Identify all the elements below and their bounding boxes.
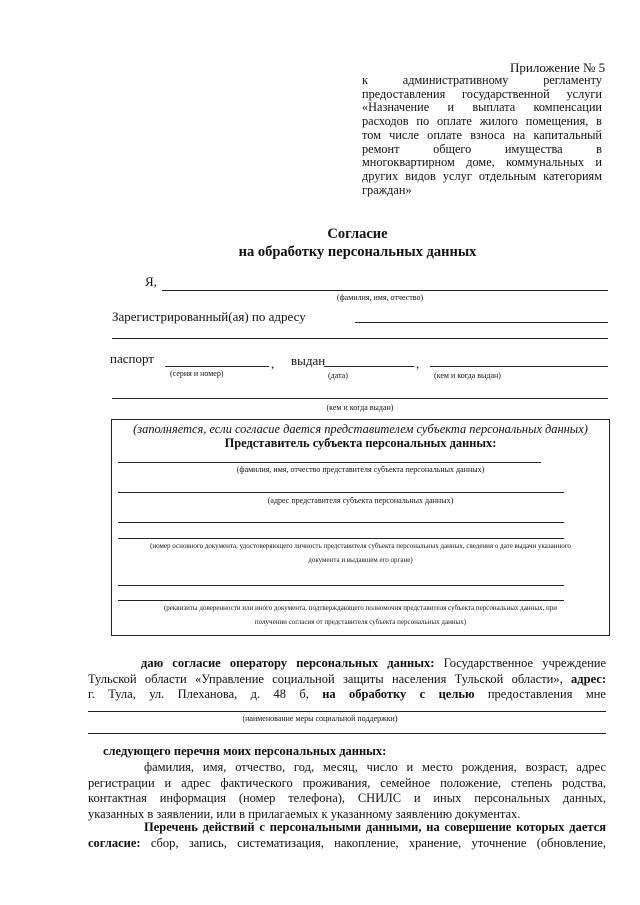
actions-line bbox=[88, 836, 606, 852]
consent-line bbox=[88, 687, 606, 703]
data-list-text bbox=[88, 760, 606, 822]
actions-paragraph bbox=[88, 820, 606, 851]
rep-heading: Представитель субъекта персональных данных: bbox=[224, 436, 497, 450]
passport-issuer-line[interactable] bbox=[430, 366, 608, 367]
measure-line[interactable] bbox=[88, 711, 606, 712]
series-caption: (серия и номер) bbox=[170, 369, 224, 378]
consent-text: г. Тула, ул. Плеханова, д. 48 б, bbox=[88, 687, 309, 701]
appendix-line: предоставления государственной услуги bbox=[362, 86, 602, 101]
title-line1: Согласие bbox=[327, 226, 388, 242]
who-when-caption: (кем и когда выдан) bbox=[326, 403, 394, 412]
rep-address-caption: (адрес представителя субъекта персональных данных) bbox=[267, 496, 454, 505]
appendix-title: Приложение № 5 bbox=[510, 60, 606, 75]
fio-caption: (фамилия, имя, отчество) bbox=[336, 293, 424, 302]
rep-doc-caption: (номер основного документа, удостоверяющего личность представителя субъекта персональных данных, сведения о дате выдачи указанного bbox=[150, 542, 571, 550]
rep-power-caption: (реквизиты доверенности или иного документа, подтверждающего полномочия представителя субъекта персональных данных, при bbox=[163, 604, 558, 612]
consent-text: Государственное учреждение bbox=[434, 656, 607, 670]
comma: , bbox=[416, 356, 420, 371]
ya-label: Я, bbox=[145, 274, 157, 289]
data-list-line: регистрации и адрес фактического проживания, семейное положение, степень родства, bbox=[88, 775, 606, 790]
rep-doc-caption: документа и выдавшем его органе) bbox=[308, 556, 413, 564]
rep-doc-line-1[interactable] bbox=[118, 522, 564, 523]
rep-doc-line-2[interactable] bbox=[118, 538, 564, 539]
address-line-2[interactable] bbox=[112, 338, 608, 339]
representative-box bbox=[111, 419, 610, 636]
address-line-1[interactable] bbox=[355, 322, 608, 323]
appendix-text bbox=[362, 74, 602, 197]
data-list-line: фамилия, имя, отчество, год, месяц, число и место рождения, возраст, адрес bbox=[144, 760, 606, 774]
appendix-line: других видов услуг отдельным категориям bbox=[362, 168, 602, 183]
rep-fio-caption: (фамилия, имя, отчество представителя субъекта персональных данных) bbox=[236, 465, 485, 474]
consent-line bbox=[88, 656, 606, 672]
rep-power-line-1[interactable] bbox=[118, 585, 564, 586]
rep-fio-line[interactable] bbox=[118, 462, 541, 463]
passport-label: паспорт bbox=[110, 351, 154, 366]
actions-heading: Перечень действий с персональными данными, на совершение которых дается bbox=[144, 820, 606, 834]
registered-label: Зарегистрированный(ая) по адресу bbox=[112, 309, 306, 324]
title-line2: на обработку персональных данных bbox=[238, 244, 477, 260]
consent-text: предоставления мне bbox=[474, 687, 606, 701]
appendix-line: к административному регламенту bbox=[362, 73, 602, 87]
measure-line-2[interactable] bbox=[88, 733, 606, 734]
fio-line[interactable] bbox=[162, 290, 608, 291]
issued-label: выдан bbox=[291, 353, 326, 368]
who-when-caption: (кем и когда выдан) bbox=[434, 371, 501, 380]
document-title bbox=[0, 225, 640, 261]
appendix-line: граждан» bbox=[362, 182, 412, 197]
consent-bold: на обработку с целью bbox=[308, 687, 475, 701]
consent-bold: адрес: bbox=[562, 671, 606, 686]
appendix-line: том числе оплате взноса на капитальный bbox=[362, 127, 602, 142]
actions-bold: согласие: bbox=[88, 835, 141, 850]
appendix-line: расходов по оплате жилого помещения, в bbox=[362, 114, 602, 129]
issuer-line-2[interactable] bbox=[112, 398, 608, 399]
consent-bold: даю согласие оператору персональных данных: bbox=[141, 656, 435, 670]
consent-text: Тульской области «Управление социальной защиты населения Тульской области», bbox=[88, 671, 563, 686]
consent-paragraph bbox=[88, 656, 606, 703]
rep-note: (заполняется, если согласие дается представителем субъекта персональных данных) bbox=[133, 422, 588, 436]
consent-line bbox=[88, 672, 606, 688]
data-list-line: указанных в заявлении, или в прилагаемых к указанному заявлению документах. bbox=[88, 806, 521, 821]
passport-series-line[interactable] bbox=[165, 366, 269, 367]
passport-date-line[interactable] bbox=[324, 366, 414, 367]
appendix-line: «Назначение и выплата компенсации bbox=[362, 100, 602, 115]
rep-power-caption: получении согласия от представителя субъекта персональных данных) bbox=[254, 618, 467, 626]
rep-power-line-2[interactable] bbox=[118, 600, 564, 601]
appendix-line: многоквартирном доме, коммунальных и bbox=[362, 155, 602, 170]
measure-caption: (наименование меры социальной поддержки) bbox=[242, 714, 398, 723]
date-caption: (дата) bbox=[328, 371, 348, 380]
data-list-line: контактная информация (номер телефона), СНИЛС и иных персональных данных, bbox=[88, 791, 606, 805]
comma: , bbox=[271, 356, 275, 371]
rep-address-line[interactable] bbox=[118, 492, 564, 493]
actions-text: сбор, запись, систематизация, накопление, хранение, уточнение (обновление, bbox=[140, 835, 606, 850]
data-list-heading: следующего перечня моих персональных данных: bbox=[103, 744, 387, 758]
appendix-line: ремонт общего имущества в bbox=[362, 141, 602, 156]
